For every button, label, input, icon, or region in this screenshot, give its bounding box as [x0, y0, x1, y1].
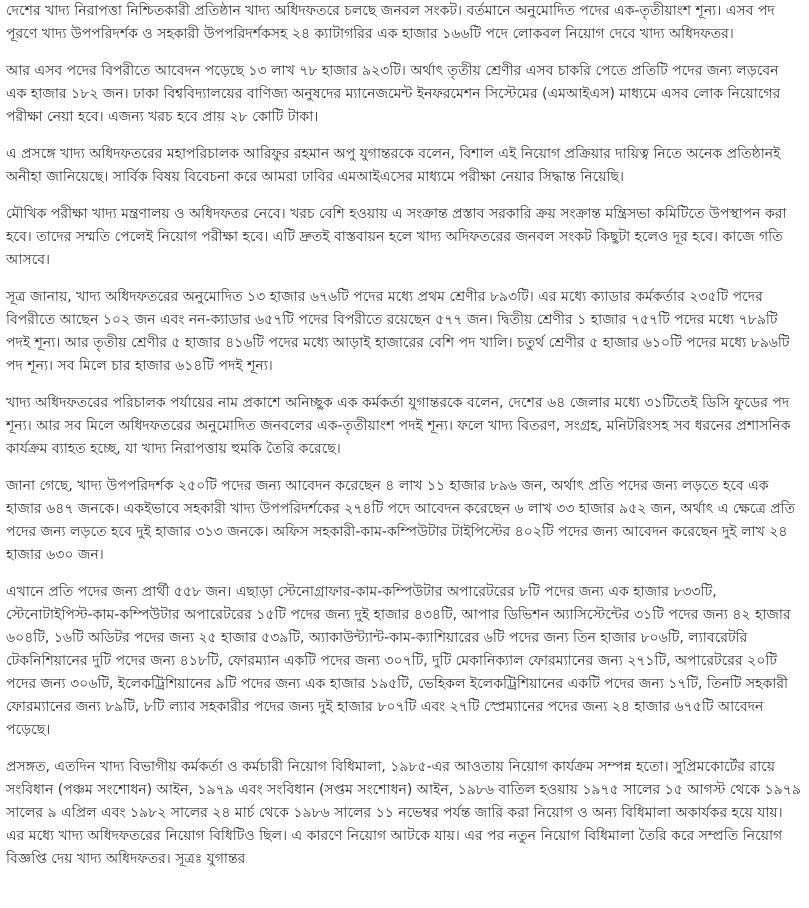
article-paragraph-6: খাদ্য অধিদফতরের পরিচালক পর্যায়ের নাম প্রকাশে অনিচ্ছুক এক কর্মকর্তা যুগান্তরকে বলেন, দেশের ৬৪ জেলার মধ্যে ৩১টিতেই ডিসি ফুডের পদ শূন্য। আর সব মিলে অধিদফতরের অনুমোদিত জনবলের এক-তৃতীয়াংশ পদই শূন্য। ফলে খাদ্য বিতরণ, সংগ্রহ, মনিটরিংসহ সব ধরনের প্রশাসনিক কার্যক্রম ব্যাহত হচ্ছে, যা খাদ্য নিরাপত্তায় হুমকি তৈরি করেছে।: [6, 395, 791, 457]
article-paragraph-2: আর এসব পদের বিপরীতে আবেদন পড়েছে ১৩ লাখ ৭৮ হাজার ৯২৩টি। অর্থাৎ তৃতীয় শ্রেণীর এসব চাকরি পেতে প্রতিটি পদের জন্য লড়বেন এক হাজার ১৮২ জন। ঢাকা বিশ্ববিদ্যালয়ের বাণিজ্য অনুষদের ম্যানেজমেন্ট ইনফরমেশন সিস্টেমের (এমআইএস) মাধ্যমে এসব লোক নিয়োগের পরীক্ষা নেয়া হবে। এজন্য খরচ হবে প্রায় ২৮ কোটি টাকা।: [6, 63, 781, 125]
article-paragraph-7: জানা গেছে, খাদ্য উপপরিদর্শক ২৫০টি পদের জন্য আবেদন করেছেন ৪ লাখ ১১ হাজার ৮৯৬ জন, অর্থাৎ প্রতি পদের জন্য লড়তে হবে এক হাজার ৬৪৭ জনকে। একইভাবে সহকারী খাদ্য উপপরিদর্শকের ২৭৪টি পদে আবেদন করেছেন ৬ লাখ ৩৩ হাজার ৯৫২ জন, অর্থাৎ এ ক্ষেত্রে প্রতি পদের জন্য লড়তে হবে দুই হাজার ৩১৩ জনকে। অফিস সহকারী-কাম-কম্পিউটার টাইপিস্টের ৪০২টি পদের জন্য আবেদন করেছেন দুই লাখ ২৪ হাজার ৬৩০ জন।: [6, 478, 796, 563]
article-paragraph-4: মৌখিক পরীক্ষা খাদ্য মন্ত্রণালয় ও অধিদফতর নেবে। খরচ বেশি হওয়ায় এ সংক্রান্ত প্রস্তাব সরকারি ক্রয় সংক্রান্ত মন্ত্রিসভা কমিটিতে উপস্থাপন করা হবে। তাদের সম্মতি পেলেই নিয়োগ পরীক্ষা হবে। এটি দ্রুতই বাস্তবায়ন হলে খাদ্য অদিফতরের জনবল সংকট কিছুটা হলেও দূর হবে। কাজে গতি আসবে।: [6, 206, 787, 268]
article-paragraph-3: এ প্রসঙ্গে খাদ্য অধিদফতরের মহাপরিচালক আরিফুর রহমান অপু যুগান্তরকে বলেন, বিশাল এই নিয়োগ প্রক্রিয়ার দায়িত্ব নিতে অনেক প্রতিষ্ঠানই অনীহা জানিয়েছে। সার্বিক বিষয় বিবেচনা করে আমরা ঢাবির এমআইএসের মাধ্যমে পরীক্ষা নেয়ার সিদ্ধান্ত নিয়েছি।: [6, 146, 781, 185]
article-paragraph-8: এখানে প্রতি পদের জন্য প্রার্থী ৫৫৮ জন। এছাড়া স্টেনোগ্রাফার-কাম-কম্পিউটার অপারেটরের ৮টি পদের জন্য এক হাজার ৮৩৩টি, স্টেনোটাইপিস্ট-কাম-কম্পিউটার অপারেটরের ১৫টি পদের জন্য দুই হাজার ৪৩৪টি, আপার ডিভিশন অ্যাসিস্টেন্টের ৩১টি পদের জন্য ৪২ হাজার ৬০৪টি, ১৬টি অডিটর পদের জন্য ২৫ হাজার ৫৩৯টি, অ্যাকাউন্ট্যান্ট-কাম-ক্যাশিয়ারের ৬টি পদের জন্য তিন হাজার ৮০৬টি, ল্যাবরেটরি টেকনিশিয়ানের দুটি পদের জন্য ৪১৮টি, ফোরম্যান একটি পদের জন্য ৩০৭টি, দুটি মেকানিক্যাল ফোরম্যানের জন্য ২৭১টি, অপারেটরের ২০টি পদের জন্য ৩০৬টি, ইলেকট্রিশিয়ানের ৯টি পদের জন্য এক হাজার ১৯৫টি, ভেহিকল ইলেকট্রিশিয়ানের একটি পদের জন্য ১৭টি, তিনটি সহকারী ফোরম্যানের জন্য ৮৯টি, ৮টি ল্যাব সহকারীর পদের জন্য দুই হাজার ৮০৭টি এবং ২৭টি স্প্রেম্যানের পদের জন্য ২৪ হাজার ৬৭৫টি আবেদন পড়েছে।: [6, 584, 791, 738]
article-paragraph-5: সূত্র জানায়, খাদ্য অধিদফতরের অনুমোদিত ১৩ হাজার ৬৭৬টি পদের মধ্যে প্রথম শ্রেণীর ৮৯৩টি। এর মধ্যে ক্যাডার কর্মকর্তার ২৩৫টি পদের বিপরীতে আছেন ১০২ জন এবং নন-ক্যাডার ৬৫৭টি পদের বিপরীতে রয়েছেন ৫৭৭ জন। দ্বিতীয় শ্রেণীর ১ হাজার ৭৫৭টি পদের মধ্যে ৭৮৯টি পদই শূন্য। আর তৃতীয় শ্রেণীর ৫ হাজার ৪১৬টি পদের মধ্যে আড়াই হাজারের বেশি পদ খালি। চতুর্থ শ্রেণীর ৫ হাজার ৬১০টি পদের মধ্যে ৮৯৬টি পদ শূন্য। সব মিলে চার হাজার ৬১৪টি পদই শূন্য।: [6, 289, 790, 374]
article-paragraph-1: দেশের খাদ্য নিরাপত্তা নিশ্চিতকারী প্রতিষ্ঠান খাদ্য অধিদফতরে চলছে জনবল সংকট। বর্তমানে অনুমোদিত পদের এক-তৃতীয়াংশ শূন্য। এসব পদ পূরণে খাদ্য উপপরিদর্শক ও সহকারী উপপরিদর্শকসহ ২৪ ক্যাটাগরির এক হাজার ১৬৬টি পদে লোকবল নিয়োগ দেবে খাদ্য অধিদফতর।: [6, 3, 775, 42]
article-paragraph-9: প্রসঙ্গত, এতদিন খাদ্য বিভাগীয় কর্মকর্তা ও কর্মচারী নিয়োগ বিধিমালা, ১৯৮৫-এর আওতায় নিয়োগ কার্যক্রম সম্পন্ন হতো। সুপ্রিমকোর্টের রায়ে সংবিধান (পঞ্চম সংশোধন) আইন, ১৯৭৯ এবং সংবিধান (সপ্তম সংশোধন) আইন, ১৯৮৬ বাতিল হওয়ায় ১৯৭৫ সালের ১৫ আগস্ট থেকে ১৯৭৯ সালের ৯ এপ্রিল এবং ১৯৮২ সালের ২৪ মার্চ থেকে ১৯৮৬ সালের ১১ নভেম্বর পর্যন্ত জারি করা নিয়োগ ও অন্য বিধিমালা অকার্যকর হয়ে যায়। এর মধ্যে খাদ্য অধিদফতরের নিয়োগ বিধিটিও ছিল। এ কারণে নিয়োগ আটকে যায়। এর পর নতুন নিয়োগ বিধিমালা তৈরি করে সম্প্রতি নিয়োগ বিজ্ঞপ্তি দেয় খাদ্য অধিদফতর। সূত্রঃ যুগান্তর: [6, 759, 801, 867]
